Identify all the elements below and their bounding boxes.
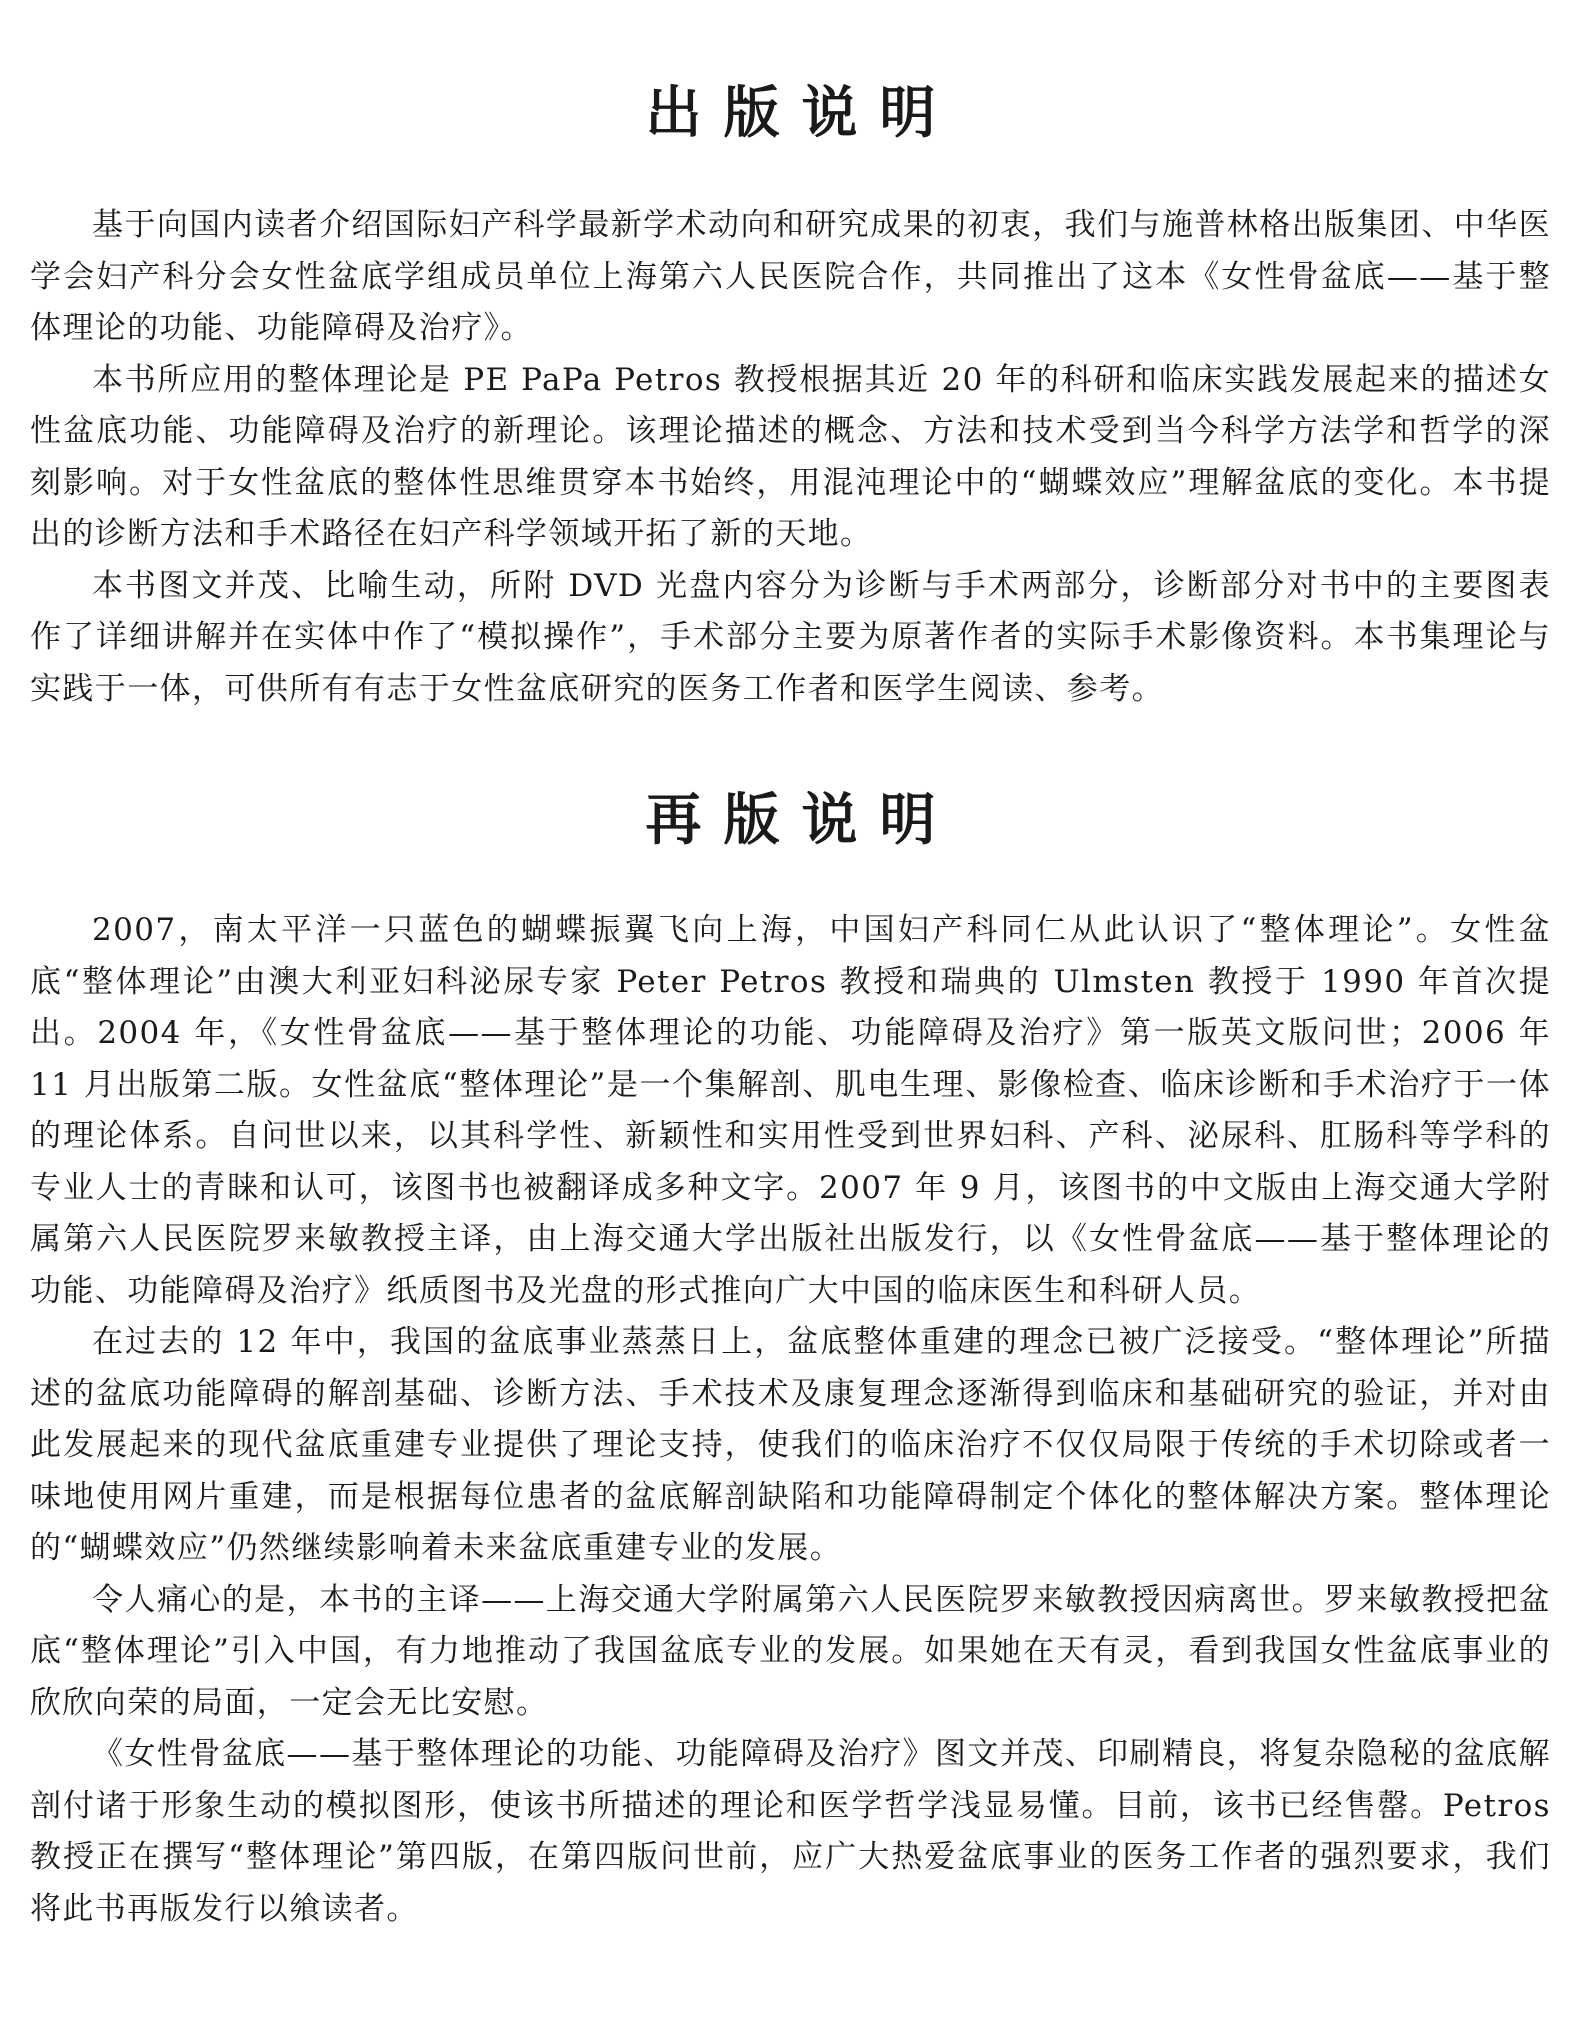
- publication-note-title: 出版说明: [645, 80, 958, 146]
- reprint-note-paragraph-3: 令人痛心的是，本书的主译——上海交通大学附属第六人民医院罗来敏教授因病离世。罗来敏教授把盆底“整体理论”引入中国，有力地推动了我国盆底专业的发展。如果她在天有灵，看到我国女性盆底事业的欣欣向荣的局面，一定会无比安慰。: [30, 1581, 1551, 1721]
- publication-note-paragraph-2: 本书所应用的整体理论是 PE PaPa Petros 教授根据其近 20 年的科研和临床实践发展起来的描述女性盆底功能、功能障碍及治疗的新理论。该理论描述的概念、方法和技术受到当今科学方法学和哲学的深刻影响。对于女性盆底的整体性思维贯穿本书始终，用混沌理论中的“蝴蝶效应”理解盆底的变化。本书提出的诊断方法和手术路径在妇产科学领域开拓了新的天地。: [30, 361, 1551, 552]
- reprint-note-paragraph-1: 2007，南太平洋一只蓝色的蝴蝶振翼飞向上海，中国妇产科同仁从此认识了“整体理论”。女性盆底“整体理论”由澳大利亚妇科泌尿专家 Peter Petros 教授和瑞典的 Ulmsten 教授于 1990 年首次提出。2004 年，《女性骨盆底——基于整体理论的功能、功能障碍及治疗》第一版英文版问世；2006 年 11 月出版第二版。女性盆底“整体理论”是一个集解剖、肌电生理、影像检查、临床诊断和手术治疗于一体的理论体系。自问世以来，以其科学性、新颖性和实用性受到世界妇科、产科、泌尿科、肛肠科等学科的专业人士的青睐和认可，该图书也被翻译成多种文字。2007 年 9 月，该图书的中文版由上海交通大学附属第六人民医院罗来敏教授主译，由上海交通大学出版社出版发行，以《女性骨盆底——基于整体理论的功能、功能障碍及治疗》纸质图书及光盘的形式推向广大中国的临床医生和科研人员。: [30, 912, 1551, 1309]
- reprint-note-title: 再版说明: [645, 787, 958, 853]
- publication-note-body: [30, 200, 1551, 715]
- publication-note-paragraph-3: 本书图文并茂、比喻生动，所附 DVD 光盘内容分为诊断与手术两部分，诊断部分对书中的主要图表作了详细讲解并在实体中作了“模拟操作”，手术部分主要为原著作者的实际手术影像资料。本书集理论与实践于一体，可供所有有志于女性盆底研究的医务工作者和医学生阅读、参考。: [30, 567, 1551, 707]
- reprint-note-paragraph-2: 在过去的 12 年中，我国的盆底事业蒸蒸日上，盆底整体重建的理念已被广泛接受。“整体理论”所描述的盆底功能障碍的解剖基础、诊断方法、手术技术及康复理念逐渐得到临床和基础研究的验证，并对由此发展起来的现代盆底重建专业提供了理论支持，使我们的临床治疗不仅仅局限于传统的手术切除或者一味地使用网片重建，而是根据每位患者的盆底解剖缺陷和功能障碍制定个体化的整体解决方案。整体理论的“蝴蝶效应”仍然继续影响着未来盆底重建专业的发展。: [30, 1324, 1551, 1566]
- reprint-note-paragraph-4: 《女性骨盆底——基于整体理论的功能、功能障碍及治疗》图文并茂、印刷精良，将复杂隐秘的盆底解剖付诸于形象生动的模拟图形，使该书所描述的理论和医学哲学浅显易懂。目前，该书已经售罄。Petros 教授正在撰写“整体理论”第四版，在第四版问世前，应广大热爱盆底事业的医务工作者的强烈要求，我们将此书再版发行以飨读者。: [30, 1736, 1551, 1927]
- publication-note-paragraph-1: 基于向国内读者介绍国际妇产科学最新学术动向和研究成果的初衷，我们与施普林格出版集团、中华医学会妇产科分会女性盆底学组成员单位上海第六人民医院合作，共同推出了这本《女性骨盆底——基于整体理论的功能、功能障碍及治疗》。: [30, 207, 1551, 346]
- reprint-note-body: [30, 905, 1551, 1935]
